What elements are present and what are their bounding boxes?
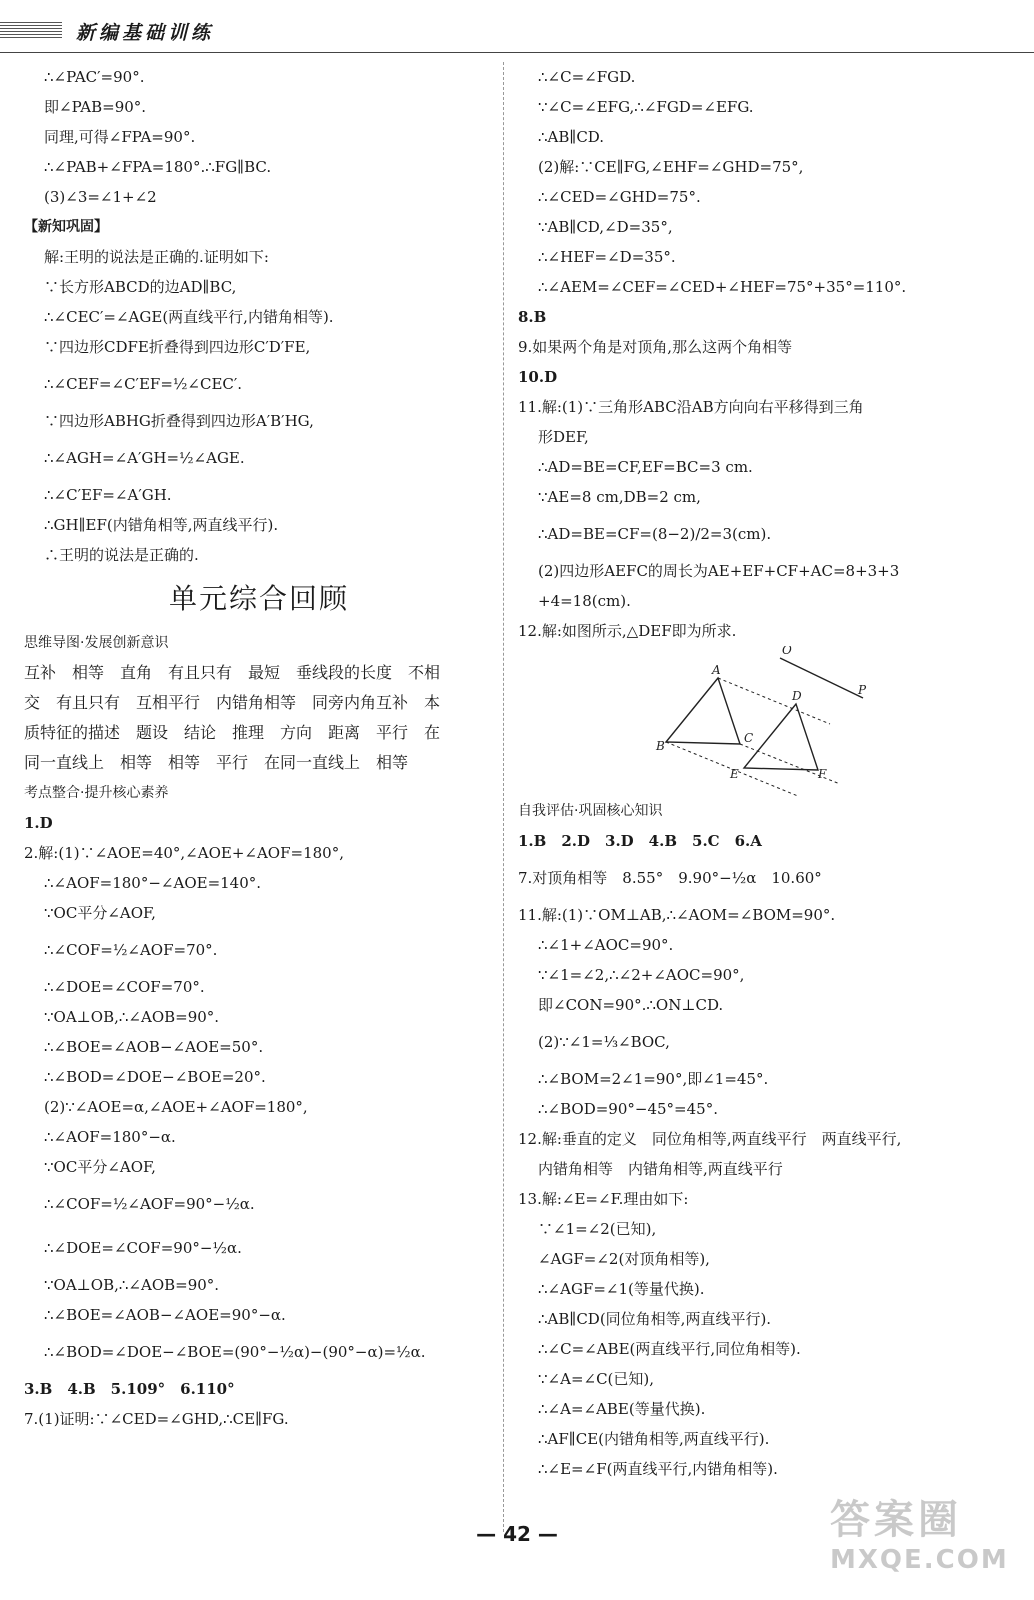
answer-line: (2)∵∠1=⅓∠BOC,	[538, 1033, 670, 1051]
header-rule	[0, 52, 1034, 53]
answer-line: (2)∵∠AOE=α,∠AOE+∠AOF=180°,	[44, 1098, 308, 1116]
answer-line: ∴∠AOF=180°−∠AOE=140°.	[44, 874, 262, 892]
text-line: ∴∠C=∠FGD.	[538, 68, 636, 86]
answer-line: ∵∠1=∠2,∴∠2+∠AOC=90°,	[538, 966, 745, 984]
text-line: ∵四边形ABHG折叠得到四边形A′B′HG,	[44, 412, 314, 430]
answer-line: ∴∠BOE=∠AOB−∠AOE=90°−α.	[44, 1306, 286, 1324]
answer-line: 11.解:(1)∵三角形ABC沿AB方向向右平移得到三角	[518, 398, 864, 416]
text-line: ∵四边形CDFE折叠得到四边形C′D′FE,	[44, 338, 311, 356]
answer-line: 2.解:(1)∵∠AOE=40°,∠AOE+∠AOF=180°,	[24, 844, 344, 862]
answer-line: ∴∠1+∠AOC=90°.	[538, 936, 674, 954]
label-e: E	[730, 767, 739, 781]
header-decoration	[0, 22, 62, 38]
label-b: B	[656, 739, 665, 753]
text-line: ∴AB∥CD.	[538, 128, 605, 146]
answer-line: ∵AE=8 cm,DB=2 cm,	[538, 488, 701, 506]
translation-figure	[518, 646, 1010, 796]
keyword-line: 互补 相等 直角 有且只有 最短 垂线段的长度 不相	[24, 663, 441, 682]
text-line: ∴∠C′EF=∠A′GH.	[44, 486, 172, 504]
label-o: O	[782, 646, 792, 657]
right-column	[518, 62, 1010, 1484]
answer-line: ∴∠BOD=∠DOE−∠BOE=(90°−½α)−(90°−α)=½α.	[44, 1343, 426, 1361]
answer-line: 12.解:垂直的定义 同位角相等,两直线平行 两直线平行,	[518, 1130, 902, 1148]
label-d: D	[792, 689, 802, 703]
answer-line: ∵OC平分∠AOF,	[44, 1158, 156, 1176]
subsection-label: 自我评估·巩固核心知识	[518, 803, 663, 819]
text-line: ∴∠HEF=∠D=35°.	[538, 248, 676, 266]
left-column	[24, 62, 494, 1434]
answer-line: ∠AGF=∠2(对顶角相等),	[538, 1250, 710, 1268]
text-line: ∴∠CEF=∠C′EF=½∠CEC′.	[44, 375, 243, 393]
watermark-text: 答案圈	[830, 1497, 962, 1543]
text-line: ∴∠AEM=∠CEF=∠CED+∠HEF=75°+35°=110°.	[538, 278, 907, 296]
answer-line: 12.解:如图所示,△DEF即为所求.	[518, 622, 737, 640]
watermark-url: MXQE.COM	[830, 1545, 1009, 1575]
keyword-line: 质特征的描述 题设 结论 推理 方向 距离 平行 在	[24, 723, 441, 742]
keyword-line: 同一直线上 相等 相等 平行 在同一直线上 相等	[24, 753, 409, 772]
answer-line: 即∠CON=90°.∴ON⊥CD.	[538, 996, 724, 1014]
label-p: P	[858, 683, 867, 697]
text-line: (3)∠3=∠1+∠2	[44, 188, 157, 206]
answer-line: 7.(1)证明:∵∠CED=∠GHD,∴CE∥FG.	[24, 1410, 289, 1428]
subsection-label: 思维导图·发展创新意识	[24, 635, 169, 651]
answer-line: ∴∠BOM=2∠1=90°,即∠1=45°.	[538, 1070, 769, 1088]
unit-title: 单元综合回顾	[168, 582, 349, 615]
answer-line: 13.解:∠E=∠F.理由如下:	[518, 1190, 689, 1208]
subsection-label: 考点整合·提升核心素养	[24, 785, 169, 801]
text-line: ∴∠CED=∠GHD=75°.	[538, 188, 701, 206]
text-line: ∴∠AGH=∠A′GH=½∠AGE.	[44, 449, 245, 467]
page-number: — 42 —	[476, 1522, 558, 1546]
dashed-line-ad	[718, 678, 830, 724]
text-line: 同理,可得∠FPA=90°.	[44, 128, 196, 146]
answer-line: ∴∠BOD=∠DOE−∠BOE=20°.	[44, 1068, 266, 1086]
answer-line: ∴AB∥CD(同位角相等,两直线平行).	[538, 1310, 772, 1328]
keyword-line: 交 有且只有 互相平行 内错角相等 同旁内角互补 本	[24, 693, 441, 712]
watermark-logo	[830, 1488, 1010, 1598]
section-heading: 【新知巩固】	[24, 219, 108, 235]
answer-line: ∴∠A=∠ABE(等量代换).	[538, 1400, 706, 1418]
geometry-diagram	[518, 646, 1010, 796]
answer-line: ∴AD=BE=CF=(8−2)/2=3(cm).	[538, 525, 772, 543]
answer-line: ∴∠C=∠ABE(两直线平行,同位角相等).	[538, 1340, 801, 1358]
answer-line: 1.D	[24, 814, 53, 832]
answer-line: ∴∠COF=½∠AOF=90°−½α.	[44, 1195, 255, 1213]
answer-line: 内错角相等 内错角相等,两直线平行	[538, 1160, 783, 1178]
answer-line: 1.B 2.D 3.D 4.B 5.C 6.A	[518, 832, 762, 850]
text-line: 即∠PAB=90°.	[44, 98, 147, 116]
triangle-abc	[666, 678, 740, 744]
text-line: (2)解:∵CE∥FG,∠EHF=∠GHD=75°,	[538, 158, 804, 176]
answer-line: 8.B	[518, 308, 547, 326]
answer-line: +4=18(cm).	[538, 592, 631, 610]
label-a: A	[712, 663, 721, 677]
answer-line: ∴∠BOD=90°−45°=45°.	[538, 1100, 718, 1118]
answer-line: ∴∠DOE=∠COF=70°.	[44, 978, 205, 996]
answer-line: ∴∠COF=½∠AOF=70°.	[44, 941, 218, 959]
text-line: ∴∠PAC′=90°.	[44, 68, 145, 86]
answer-line: ∴∠AGF=∠1(等量代换).	[538, 1280, 705, 1298]
text-line: ∴∠CEC′=∠AGE(两直线平行,内错角相等).	[44, 308, 334, 326]
text-line: ∴GH∥EF(内错角相等,两直线平行).	[44, 516, 279, 534]
answer-line: 7.对顶角相等 8.55° 9.90°−½α 10.60°	[518, 869, 822, 887]
book-title: 新编基础训练	[76, 22, 215, 44]
text-line: ∴∠PAB+∠FPA=180°.∴FG∥BC.	[44, 158, 272, 176]
answer-line: ∵OC平分∠AOF,	[44, 904, 156, 922]
answer-line: ∴AF∥CE(内错角相等,两直线平行).	[538, 1430, 770, 1448]
text-line: 解:王明的说法是正确的.证明如下:	[44, 248, 269, 266]
answer-line: ∵OA⊥OB,∴∠AOB=90°.	[44, 1008, 220, 1026]
text-line: ∵AB∥CD,∠D=35°,	[538, 218, 673, 236]
answer-line: 形DEF,	[538, 428, 589, 446]
answer-line: ∵OA⊥OB,∴∠AOB=90°.	[44, 1276, 220, 1294]
answer-line: 9.如果两个角是对顶角,那么这两个角相等	[518, 338, 793, 356]
answer-line: ∵∠1=∠2(已知),	[538, 1220, 657, 1238]
answer-line: ∴∠AOF=180°−α.	[44, 1128, 176, 1146]
answer-line: ∴∠BOE=∠AOB−∠AOE=50°.	[44, 1038, 264, 1056]
answer-line: (2)四边形AEFC的周长为AE+EF+CF+AC=8+3+3	[538, 562, 900, 580]
column-divider	[503, 62, 504, 1532]
page-header	[0, 0, 1034, 56]
answer-line: ∴∠E=∠F(两直线平行,内错角相等).	[538, 1460, 778, 1478]
answer-line: ∴AD=BE=CF,EF=BC=3 cm.	[538, 458, 753, 476]
answer-line: ∵∠A=∠C(已知),	[538, 1370, 655, 1388]
text-line: ∵∠C=∠EFG,∴∠FGD=∠EFG.	[538, 98, 754, 116]
answer-line: 10.D	[518, 368, 558, 386]
text-line: ∵长方形ABCD的边AD∥BC,	[44, 278, 237, 296]
label-f: F	[818, 767, 827, 781]
answer-line: ∴∠DOE=∠COF=90°−½α.	[44, 1239, 242, 1257]
answer-line: 3.B 4.B 5.109° 6.110°	[24, 1380, 235, 1398]
answer-line: 11.解:(1)∵OM⊥AB,∴∠AOM=∠BOM=90°.	[518, 906, 836, 924]
text-line: ∴王明的说法是正确的.	[44, 546, 199, 564]
label-c: C	[744, 731, 754, 745]
